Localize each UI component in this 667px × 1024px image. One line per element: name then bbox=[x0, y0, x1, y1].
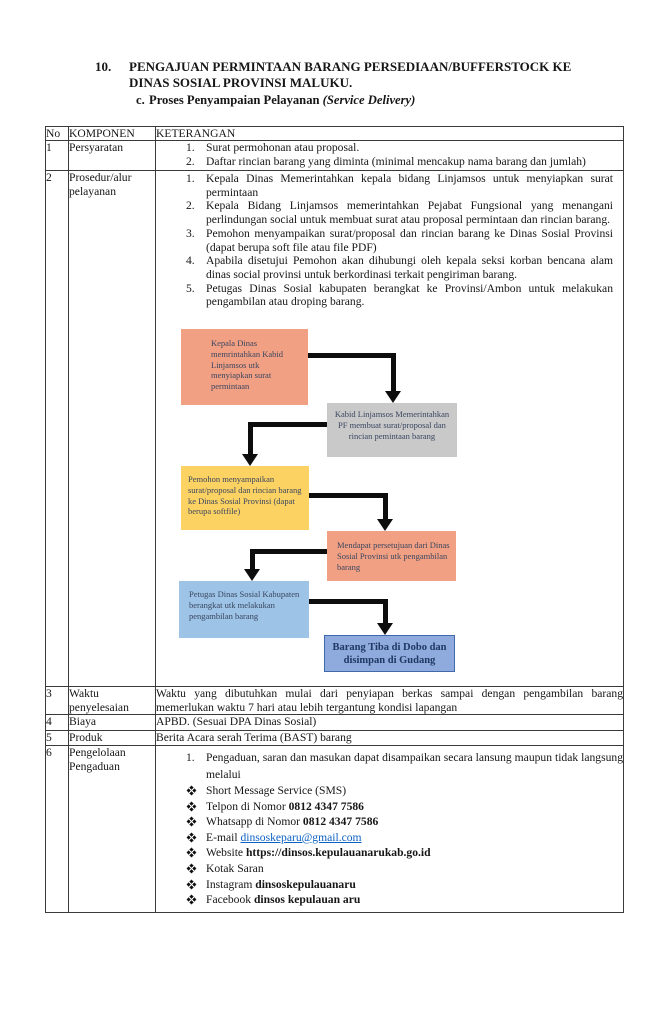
cell-komponen: Waktu penyelesaian bbox=[69, 687, 156, 715]
channel-facebook: Facebook dinsos kepulauan aru bbox=[187, 892, 623, 908]
table-row-persyaratan bbox=[46, 141, 624, 171]
section-title-line1 bbox=[95, 59, 571, 75]
diamond-bullet-icon bbox=[187, 783, 206, 799]
subtitle-italic: (Service Delivery) bbox=[322, 93, 416, 107]
procedure-list bbox=[156, 171, 623, 309]
table-row-prosedur bbox=[46, 171, 624, 687]
channel-email: E-mail dinsoskeparu@gmail.com bbox=[187, 830, 623, 846]
channel-sms: Short Message Service (SMS) bbox=[187, 783, 623, 799]
header-komponen: KOMPONEN bbox=[69, 127, 156, 141]
cell-keterangan bbox=[156, 171, 624, 687]
flow-box-barang-tiba: Barang Tiba di Dobo dan disimpan di Gudang bbox=[324, 635, 455, 672]
flow-box-kabid-linjamsos: Kabid Linjamsos Memerintahkan PF membuat surat/proposal dan rincian pemintaan barang bbox=[327, 403, 457, 457]
flow-arrow-2-head-icon bbox=[242, 454, 258, 466]
list-item: 4. Apabila disetujui Pemohon akan dihubungi oleh kepala seksi korban bencana alam dinas social provinsi untuk berkordinasi terkait pengiriman barang. bbox=[186, 254, 613, 281]
flow-arrow-1-head-icon bbox=[385, 391, 401, 403]
diamond-bullet-icon bbox=[187, 861, 206, 877]
cell-komponen: Pengelolaan Pengaduan bbox=[69, 746, 156, 913]
channel-website: Website https://dinsos.kepulauanarukab.go.id bbox=[187, 845, 623, 861]
cell-keterangan bbox=[156, 141, 624, 171]
email-link[interactable]: dinsoskeparu@gmail.com bbox=[240, 830, 362, 844]
cell-komponen: Produk bbox=[69, 731, 156, 746]
subtitle-text: Proses Penyampaian Pelayanan bbox=[149, 93, 320, 107]
flow-arrow-3-head-icon bbox=[377, 519, 393, 531]
cell-keterangan bbox=[156, 746, 624, 913]
flow-arrow-4-vertical bbox=[250, 549, 255, 569]
channel-telpon: Telpon di Nomor 0812 4347 7586 bbox=[187, 799, 623, 815]
section-number: 10. bbox=[95, 59, 112, 74]
flow-box-pemohon: Pemohon menyampaikan surat/proposal dan rincian barang ke Dinas Sosial Provinsi (dapat berupa softfile) bbox=[181, 466, 309, 530]
diamond-bullet-icon bbox=[187, 877, 206, 893]
list-item: 3. Pemohon menyampaikan surat/proposal dan rincian barang ke Dinas Sosial Provinsi (dapat berupa soft file atau file PDF) bbox=[186, 226, 613, 254]
table-row-waktu bbox=[46, 687, 624, 715]
channel-kotak-saran: Kotak Saran bbox=[187, 861, 623, 877]
header-keterangan: KETERANGAN bbox=[156, 127, 624, 141]
diamond-bullet-icon bbox=[187, 799, 206, 815]
flow-arrow-3-vertical bbox=[383, 493, 388, 519]
flow-arrow-1-vertical bbox=[391, 353, 396, 391]
cell-komponen: Biaya bbox=[69, 715, 156, 731]
complaint-intro: 1. Pengaduan, saran dan masukan dapat disampaikan secara lansung maupun tidak langsung melalui bbox=[186, 751, 623, 782]
flow-arrow-3-horizontal bbox=[309, 493, 388, 498]
flow-arrow-4-head-icon bbox=[244, 569, 260, 581]
procedure-content bbox=[156, 171, 623, 686]
section-title-line2: DINAS SOSIAL PROVINSI MALUKU. bbox=[129, 75, 353, 90]
flow-arrow-2-horizontal bbox=[248, 422, 327, 427]
section-title-text: PENGAJUAN PERMINTAAN BARANG PERSEDIAAN/BUFFERSTOCK KE bbox=[129, 59, 572, 74]
channel-instagram: Instagram dinsoskepulauanaru bbox=[187, 877, 623, 893]
cell-komponen: Prosedur/alur pelayanan bbox=[69, 171, 156, 687]
diamond-bullet-icon bbox=[187, 830, 206, 846]
table-row-biaya bbox=[46, 715, 624, 731]
cell-no: 4 bbox=[46, 715, 69, 731]
channel-whatsapp: Whatsapp di Nomor 0812 4347 7586 bbox=[187, 814, 623, 830]
cell-komponen: Persyaratan bbox=[69, 141, 156, 171]
flow-arrow-2-vertical bbox=[248, 422, 253, 454]
table-header-row bbox=[46, 127, 624, 141]
cell-keterangan: Waktu yang dibutuhkan mulai dari penyiapan berkas sampai dengan pengambilan barang memerlukan waktu 7 hari atau lebih tergantung kondisi lapangan bbox=[156, 687, 623, 714]
flow-box-persetujuan: Mendapat persetujuan dari Dinas Sosial Provinsi utk pengambilan barang bbox=[327, 531, 456, 581]
flow-arrow-1-horizontal bbox=[308, 353, 396, 358]
cell-no: 6 bbox=[46, 746, 69, 913]
cell-no: 5 bbox=[46, 731, 69, 746]
flow-box-petugas: Petugas Dinas Sosial Kabupaten berangkat utk melakukan pengambilan barang bbox=[179, 581, 309, 638]
flow-arrow-5-horizontal bbox=[309, 599, 388, 604]
table-row-produk bbox=[46, 731, 624, 746]
cell-no: 1 bbox=[46, 141, 69, 171]
cell-keterangan: Berita Acara serah Terima (BAST) barang bbox=[156, 731, 624, 746]
table-row-pengaduan bbox=[46, 746, 624, 913]
list-item: 2. Kepala Bidang Linjamsos memerintahkan Pejabat Fungsional yang menangani perlindungan social untuk membuat surat atau proposal permintaan dan rincian barang. bbox=[186, 199, 613, 227]
flow-arrow-5-head-icon bbox=[377, 623, 393, 635]
section-subtitle bbox=[136, 92, 415, 108]
header-no: No bbox=[46, 127, 69, 141]
list-item: 1. Surat permohonan atau proposal. bbox=[186, 141, 360, 154]
service-delivery-table bbox=[45, 126, 624, 913]
flow-arrow-4-horizontal bbox=[250, 549, 327, 554]
flow-box-kepala-dinas: Kepala Dinas memrintahkan Kabid Linjamsos utk menyiapkan surat permintaan bbox=[181, 329, 308, 405]
diamond-bullet-icon bbox=[187, 892, 206, 908]
subtitle-label: c. bbox=[136, 93, 145, 107]
list-item: 1. Kepala Dinas Memerintahkan kepala bidang Linjamsos untuk menyiapkan surat permintaan bbox=[186, 172, 613, 199]
diamond-bullet-icon bbox=[187, 814, 206, 830]
cell-no: 2 bbox=[46, 171, 69, 687]
cell-keterangan: APBD. (Sesuai DPA Dinas Sosial) bbox=[156, 715, 624, 731]
diamond-bullet-icon bbox=[187, 845, 206, 861]
cell-no: 3 bbox=[46, 687, 69, 715]
list-item: 5. Petugas Dinas Sosial kabupaten berangkat ke Provinsi/Ambon untuk melakukan pengambilan atau droping barang. bbox=[186, 281, 613, 309]
flow-arrow-5-vertical bbox=[383, 599, 388, 623]
list-item: 2. Daftar rincian barang yang diminta (minimal mencakup nama barang dan jumlah) bbox=[186, 154, 586, 168]
